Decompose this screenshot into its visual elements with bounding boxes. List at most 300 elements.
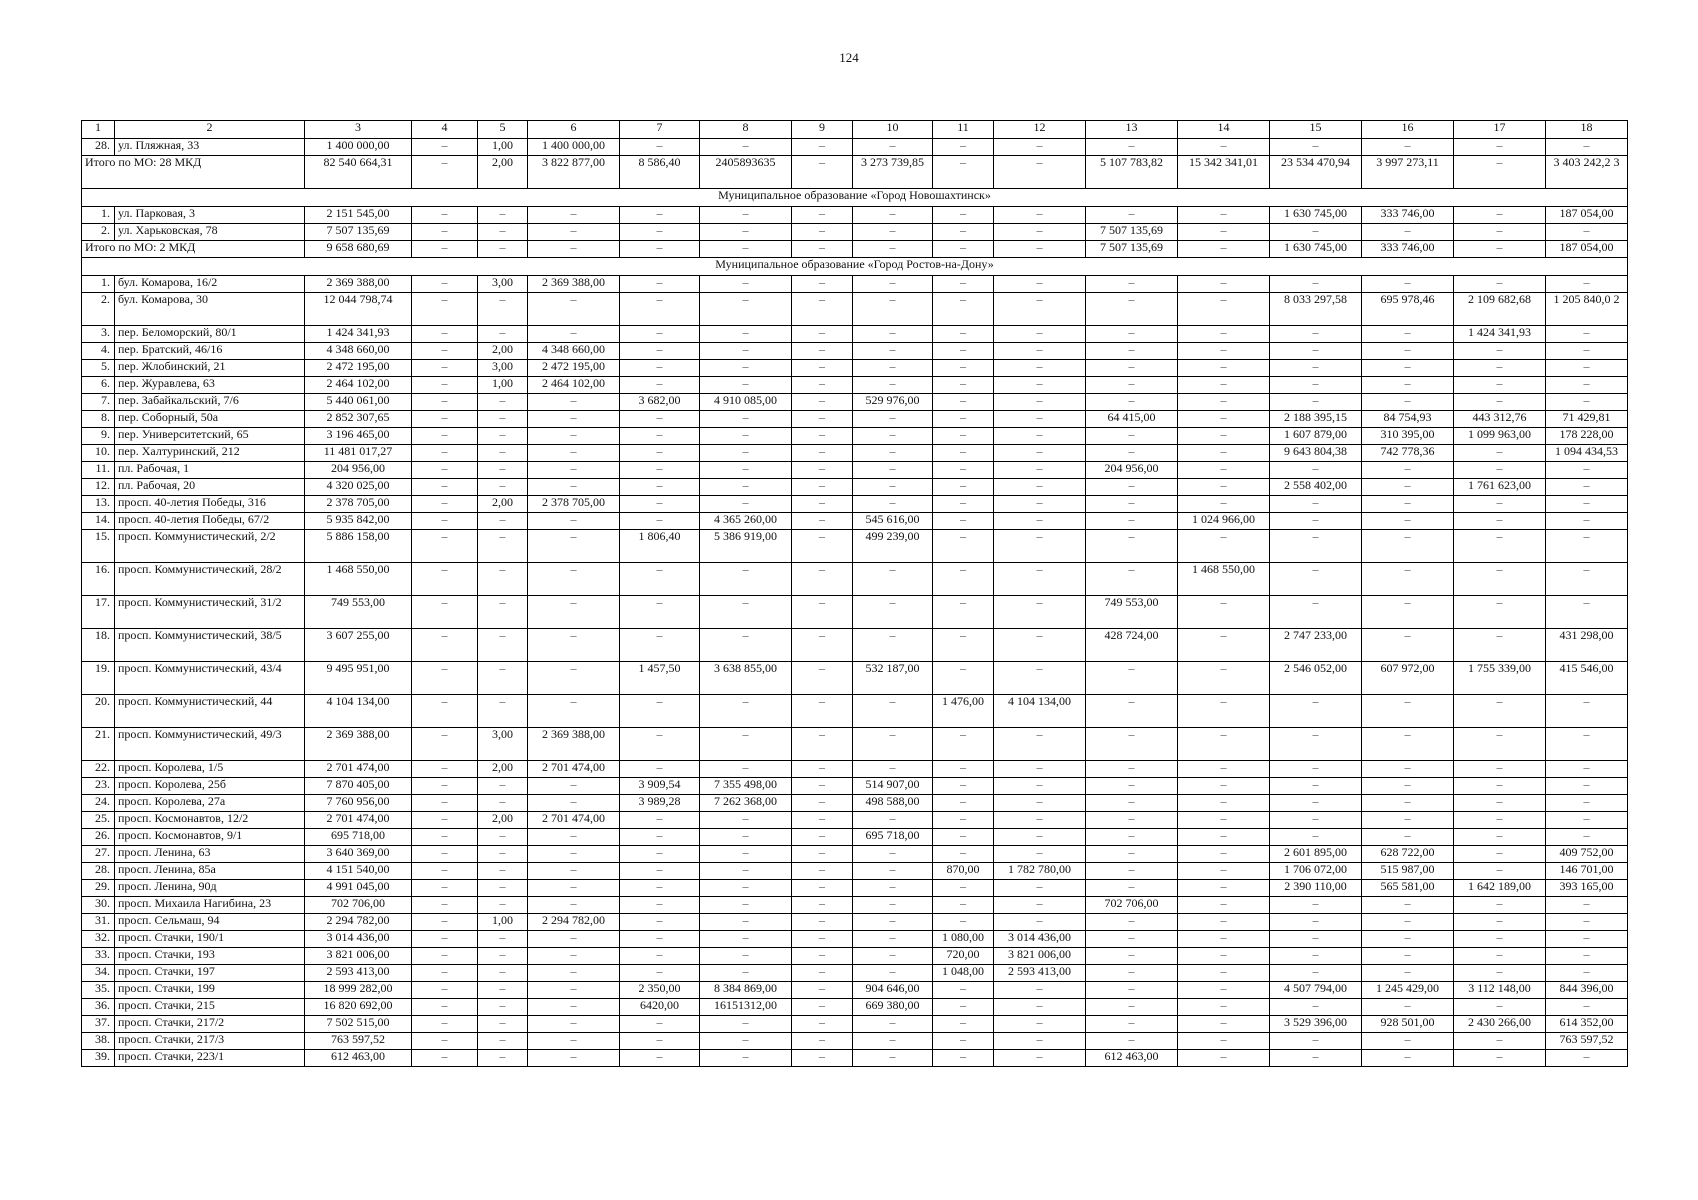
- value-cell: –: [792, 897, 853, 914]
- value-cell: –: [1546, 778, 1628, 795]
- column-header-9: 9: [792, 121, 853, 139]
- value-cell: –: [478, 863, 528, 880]
- value-cell: –: [528, 596, 620, 629]
- value-cell: 904 646,00: [853, 982, 933, 999]
- value-cell: 310 395,00: [1362, 428, 1454, 445]
- table-row: [82, 880, 1628, 897]
- table-row: [82, 914, 1628, 931]
- value-cell: –: [994, 846, 1086, 863]
- value-cell: –: [620, 207, 700, 224]
- value-cell: –: [1178, 829, 1270, 846]
- value-cell: –: [700, 914, 792, 931]
- value-cell: –: [1362, 394, 1454, 411]
- address-cell: пер. Университетский, 65: [115, 428, 305, 445]
- value-cell: –: [792, 343, 853, 360]
- value-cell: –: [792, 761, 853, 778]
- value-cell: –: [1546, 999, 1628, 1016]
- value-cell: –: [1178, 812, 1270, 829]
- value-cell: 2 464 102,00: [305, 377, 412, 394]
- value-cell: –: [1270, 596, 1362, 629]
- column-header-11: 11: [933, 121, 994, 139]
- value-cell: –: [994, 224, 1086, 241]
- value-cell: –: [1546, 377, 1628, 394]
- value-cell: 4 348 660,00: [305, 343, 412, 360]
- value-cell: 2 601 895,00: [1270, 846, 1362, 863]
- value-cell: –: [1546, 948, 1628, 965]
- value-cell: –: [1178, 530, 1270, 563]
- value-cell: –: [412, 948, 478, 965]
- value-cell: –: [412, 931, 478, 948]
- table-row: [82, 1050, 1628, 1067]
- value-cell: 3,00: [478, 360, 528, 377]
- section-heading: Муниципальное образование «Город Ростов-на-Дону»: [82, 258, 1628, 276]
- value-cell: –: [994, 462, 1086, 479]
- value-cell: –: [1362, 139, 1454, 156]
- address-cell: просп. Коммунистический, 28/2: [115, 563, 305, 596]
- value-cell: –: [994, 999, 1086, 1016]
- value-cell: –: [1454, 360, 1546, 377]
- value-cell: –: [620, 1016, 700, 1033]
- value-cell: –: [792, 563, 853, 596]
- value-cell: –: [994, 445, 1086, 462]
- value-cell: 1 457,50: [620, 662, 700, 695]
- value-cell: 532 187,00: [853, 662, 933, 695]
- value-cell: 1 400 000,00: [528, 139, 620, 156]
- value-cell: –: [1454, 914, 1546, 931]
- value-cell: –: [412, 293, 478, 326]
- row-number: 17.: [82, 596, 115, 629]
- value-cell: 4 320 025,00: [305, 479, 412, 496]
- value-cell: –: [478, 629, 528, 662]
- value-cell: –: [792, 931, 853, 948]
- value-cell: 499 239,00: [853, 530, 933, 563]
- table-row: [82, 662, 1628, 695]
- value-cell: 12 044 798,74: [305, 293, 412, 326]
- value-cell: –: [412, 530, 478, 563]
- value-cell: –: [933, 394, 994, 411]
- table-row: [82, 629, 1628, 662]
- value-cell: –: [853, 563, 933, 596]
- value-cell: –: [1454, 445, 1546, 462]
- value-cell: –: [792, 224, 853, 241]
- value-cell: 409 752,00: [1546, 846, 1628, 863]
- table-row: [82, 1033, 1628, 1050]
- value-cell: –: [620, 761, 700, 778]
- table-row: [82, 897, 1628, 914]
- value-cell: –: [933, 829, 994, 846]
- value-cell: –: [528, 846, 620, 863]
- value-cell: –: [478, 326, 528, 343]
- value-cell: 2 188 395,15: [1270, 411, 1362, 428]
- value-cell: –: [1178, 761, 1270, 778]
- value-cell: –: [1454, 377, 1546, 394]
- value-cell: –: [853, 207, 933, 224]
- value-cell: –: [1178, 276, 1270, 293]
- value-cell: –: [933, 479, 994, 496]
- table-row: [82, 293, 1628, 326]
- section-heading: Муниципальное образование «Город Новошахтинск»: [82, 189, 1628, 207]
- value-cell: –: [933, 629, 994, 662]
- value-cell: –: [1086, 728, 1178, 761]
- value-cell: –: [994, 496, 1086, 513]
- value-cell: –: [994, 897, 1086, 914]
- value-cell: –: [478, 596, 528, 629]
- value-cell: 612 463,00: [305, 1050, 412, 1067]
- value-cell: –: [528, 982, 620, 999]
- value-cell: –: [478, 462, 528, 479]
- column-header-10: 10: [853, 121, 933, 139]
- value-cell: –: [1270, 377, 1362, 394]
- value-cell: –: [1546, 596, 1628, 629]
- value-cell: 695 718,00: [305, 829, 412, 846]
- value-cell: 3 821 006,00: [994, 948, 1086, 965]
- value-cell: –: [933, 999, 994, 1016]
- value-cell: –: [933, 411, 994, 428]
- value-cell: 1 468 550,00: [305, 563, 412, 596]
- row-number: 20.: [82, 695, 115, 728]
- value-cell: 1 607 879,00: [1270, 428, 1362, 445]
- value-cell: –: [528, 662, 620, 695]
- table-row: [82, 343, 1628, 360]
- value-cell: 545 616,00: [853, 513, 933, 530]
- value-cell: –: [700, 462, 792, 479]
- value-cell: –: [700, 207, 792, 224]
- table-row: [82, 1016, 1628, 1033]
- value-cell: –: [478, 662, 528, 695]
- value-cell: –: [1362, 496, 1454, 513]
- table-row: [82, 931, 1628, 948]
- value-cell: 4 104 134,00: [305, 695, 412, 728]
- address-cell: пер. Беломорский, 80/1: [115, 326, 305, 343]
- value-cell: –: [1178, 360, 1270, 377]
- value-cell: –: [1454, 1033, 1546, 1050]
- address-cell: просп. Стачки, 215: [115, 999, 305, 1016]
- table-row: [82, 276, 1628, 293]
- value-cell: –: [792, 846, 853, 863]
- value-cell: –: [994, 982, 1086, 999]
- value-cell: 2 350,00: [620, 982, 700, 999]
- value-cell: –: [700, 428, 792, 445]
- value-cell: 565 581,00: [1362, 880, 1454, 897]
- value-cell: –: [620, 846, 700, 863]
- value-cell: –: [412, 224, 478, 241]
- value-cell: –: [1454, 343, 1546, 360]
- value-cell: –: [620, 897, 700, 914]
- value-cell: –: [994, 530, 1086, 563]
- value-cell: –: [700, 948, 792, 965]
- value-cell: –: [1178, 394, 1270, 411]
- value-cell: –: [1270, 728, 1362, 761]
- value-cell: –: [1454, 496, 1546, 513]
- value-cell: –: [792, 207, 853, 224]
- address-cell: просп. Сельмаш, 94: [115, 914, 305, 931]
- value-cell: –: [700, 377, 792, 394]
- value-cell: –: [1362, 778, 1454, 795]
- address-cell: ул. Пляжная, 33: [115, 139, 305, 156]
- address-cell: просп. 40-летия Победы, 67/2: [115, 513, 305, 530]
- value-cell: –: [933, 326, 994, 343]
- value-cell: –: [1086, 965, 1178, 982]
- value-cell: –: [620, 428, 700, 445]
- value-cell: –: [1270, 530, 1362, 563]
- value-cell: –: [528, 411, 620, 428]
- value-cell: –: [478, 445, 528, 462]
- value-cell: 3 607 255,00: [305, 629, 412, 662]
- value-cell: –: [700, 276, 792, 293]
- value-cell: –: [994, 377, 1086, 394]
- value-cell: –: [1454, 530, 1546, 563]
- value-cell: –: [1454, 829, 1546, 846]
- row-number: 6.: [82, 377, 115, 394]
- value-cell: –: [478, 897, 528, 914]
- value-cell: –: [700, 224, 792, 241]
- value-cell: –: [700, 1033, 792, 1050]
- value-cell: –: [1454, 965, 1546, 982]
- value-cell: –: [620, 513, 700, 530]
- address-cell: просп. Михаила Нагибина, 23: [115, 897, 305, 914]
- value-cell: 3,00: [478, 728, 528, 761]
- value-cell: –: [412, 326, 478, 343]
- value-cell: –: [853, 1033, 933, 1050]
- value-cell: –: [528, 948, 620, 965]
- value-cell: –: [412, 761, 478, 778]
- value-cell: –: [1086, 513, 1178, 530]
- value-cell: –: [933, 496, 994, 513]
- total-cell: –: [853, 241, 933, 258]
- column-header-3: 3: [305, 121, 412, 139]
- address-cell: ул. Парковая, 3: [115, 207, 305, 224]
- value-cell: –: [853, 462, 933, 479]
- value-cell: 695 718,00: [853, 829, 933, 846]
- address-cell: просп. Ленина, 85а: [115, 863, 305, 880]
- value-cell: 702 706,00: [305, 897, 412, 914]
- value-cell: –: [1086, 982, 1178, 999]
- value-cell: –: [412, 812, 478, 829]
- value-cell: –: [700, 728, 792, 761]
- total-cell: –: [412, 241, 478, 258]
- value-cell: –: [933, 897, 994, 914]
- value-cell: 178 228,00: [1546, 428, 1628, 445]
- value-cell: –: [412, 563, 478, 596]
- column-number-header-row: [82, 121, 1628, 139]
- value-cell: –: [1178, 293, 1270, 326]
- value-cell: –: [478, 224, 528, 241]
- address-cell: просп. Космонавтов, 12/2: [115, 812, 305, 829]
- total-cell: –: [994, 156, 1086, 189]
- value-cell: –: [620, 139, 700, 156]
- value-cell: 5 386 919,00: [700, 530, 792, 563]
- address-cell: просп. Стачки, 223/1: [115, 1050, 305, 1067]
- value-cell: –: [933, 662, 994, 695]
- value-cell: –: [1454, 695, 1546, 728]
- value-cell: –: [994, 276, 1086, 293]
- value-cell: –: [478, 1033, 528, 1050]
- value-cell: –: [933, 1016, 994, 1033]
- value-cell: –: [700, 829, 792, 846]
- value-cell: –: [1178, 428, 1270, 445]
- value-cell: –: [412, 778, 478, 795]
- table-row: [82, 496, 1628, 513]
- table-row: [82, 563, 1628, 596]
- value-cell: –: [1362, 596, 1454, 629]
- value-cell: –: [933, 846, 994, 863]
- value-cell: –: [1086, 931, 1178, 948]
- address-cell: пер. Соборный, 50а: [115, 411, 305, 428]
- value-cell: 16151312,00: [700, 999, 792, 1016]
- value-cell: –: [933, 462, 994, 479]
- row-number: 2.: [82, 224, 115, 241]
- value-cell: –: [528, 931, 620, 948]
- row-number: 14.: [82, 513, 115, 530]
- value-cell: –: [528, 513, 620, 530]
- value-cell: –: [412, 982, 478, 999]
- value-cell: 8 033 297,58: [1270, 293, 1362, 326]
- value-cell: –: [1362, 276, 1454, 293]
- value-cell: 3 682,00: [620, 394, 700, 411]
- value-cell: –: [1178, 1050, 1270, 1067]
- value-cell: 2 369 388,00: [305, 276, 412, 293]
- row-number: 39.: [82, 1050, 115, 1067]
- value-cell: –: [1086, 530, 1178, 563]
- value-cell: –: [1270, 795, 1362, 812]
- value-cell: –: [1178, 982, 1270, 999]
- table-row: [82, 394, 1628, 411]
- value-cell: –: [528, 1033, 620, 1050]
- value-cell: –: [1454, 1050, 1546, 1067]
- value-cell: –: [1086, 880, 1178, 897]
- address-cell: пер. Журавлева, 63: [115, 377, 305, 394]
- value-cell: 71 429,81: [1546, 411, 1628, 428]
- value-cell: –: [792, 829, 853, 846]
- value-cell: –: [528, 563, 620, 596]
- value-cell: 1 706 072,00: [1270, 863, 1362, 880]
- value-cell: –: [853, 293, 933, 326]
- value-cell: –: [478, 293, 528, 326]
- table-row: [82, 965, 1628, 982]
- value-cell: –: [1086, 445, 1178, 462]
- row-number: 35.: [82, 982, 115, 999]
- column-header-5: 5: [478, 121, 528, 139]
- value-cell: –: [792, 914, 853, 931]
- value-cell: –: [1454, 812, 1546, 829]
- value-cell: –: [933, 1050, 994, 1067]
- value-cell: –: [1086, 207, 1178, 224]
- value-cell: –: [412, 863, 478, 880]
- value-cell: –: [1178, 343, 1270, 360]
- value-cell: 1 755 339,00: [1454, 662, 1546, 695]
- value-cell: –: [792, 445, 853, 462]
- value-cell: –: [620, 948, 700, 965]
- table-row: [82, 695, 1628, 728]
- total-cell: 3 822 877,00: [528, 156, 620, 189]
- value-cell: –: [1546, 276, 1628, 293]
- value-cell: –: [1178, 139, 1270, 156]
- value-cell: –: [620, 863, 700, 880]
- value-cell: –: [1454, 596, 1546, 629]
- value-cell: –: [1086, 914, 1178, 931]
- value-cell: –: [620, 496, 700, 513]
- value-cell: –: [994, 829, 1086, 846]
- value-cell: –: [1454, 863, 1546, 880]
- value-cell: –: [412, 965, 478, 982]
- row-number: 32.: [82, 931, 115, 948]
- value-cell: –: [853, 428, 933, 445]
- value-cell: 2,00: [478, 496, 528, 513]
- value-cell: –: [1454, 207, 1546, 224]
- value-cell: –: [1178, 207, 1270, 224]
- value-cell: –: [478, 880, 528, 897]
- address-cell: пер. Забайкальский, 7/6: [115, 394, 305, 411]
- value-cell: 146 701,00: [1546, 863, 1628, 880]
- value-cell: –: [853, 846, 933, 863]
- row-number: 5.: [82, 360, 115, 377]
- value-cell: –: [412, 207, 478, 224]
- value-cell: –: [700, 812, 792, 829]
- value-cell: –: [1178, 596, 1270, 629]
- value-cell: –: [933, 276, 994, 293]
- value-cell: –: [1546, 1050, 1628, 1067]
- value-cell: –: [1086, 999, 1178, 1016]
- value-cell: –: [853, 1016, 933, 1033]
- column-header-13: 13: [1086, 121, 1178, 139]
- value-cell: –: [994, 394, 1086, 411]
- value-cell: –: [1546, 530, 1628, 563]
- value-cell: –: [1362, 914, 1454, 931]
- value-cell: 6420,00: [620, 999, 700, 1016]
- value-cell: –: [994, 728, 1086, 761]
- value-cell: –: [528, 326, 620, 343]
- value-cell: –: [1362, 360, 1454, 377]
- value-cell: –: [853, 880, 933, 897]
- value-cell: –: [700, 293, 792, 326]
- value-cell: –: [792, 462, 853, 479]
- value-cell: –: [853, 496, 933, 513]
- total-cell: 3 997 273,11: [1362, 156, 1454, 189]
- value-cell: –: [933, 377, 994, 394]
- value-cell: 1 782 780,00: [994, 863, 1086, 880]
- value-cell: –: [1454, 795, 1546, 812]
- total-cell: 1 630 745,00: [1270, 241, 1362, 258]
- table-row: [82, 948, 1628, 965]
- value-cell: –: [478, 829, 528, 846]
- value-cell: –: [1178, 224, 1270, 241]
- value-cell: –: [1546, 360, 1628, 377]
- data-table-container: [81, 120, 1627, 1067]
- value-cell: –: [1454, 394, 1546, 411]
- value-cell: 1 080,00: [933, 931, 994, 948]
- address-cell: пер. Жлобинский, 21: [115, 360, 305, 377]
- total-cell: 23 534 470,94: [1270, 156, 1362, 189]
- value-cell: –: [853, 377, 933, 394]
- value-cell: 2 369 388,00: [528, 728, 620, 761]
- value-cell: 1 205 840,0 2: [1546, 293, 1628, 326]
- value-cell: 5 440 061,00: [305, 394, 412, 411]
- value-cell: –: [994, 1016, 1086, 1033]
- value-cell: –: [1086, 139, 1178, 156]
- table-row: [82, 795, 1628, 812]
- value-cell: –: [412, 445, 478, 462]
- row-number: 15.: [82, 530, 115, 563]
- total-cell: 3 403 242,2 3: [1546, 156, 1628, 189]
- value-cell: –: [933, 207, 994, 224]
- value-cell: –: [1546, 695, 1628, 728]
- value-cell: –: [792, 377, 853, 394]
- value-cell: 3 640 369,00: [305, 846, 412, 863]
- address-cell: просп. Коммунистический, 2/2: [115, 530, 305, 563]
- address-cell: пер. Халтуринский, 212: [115, 445, 305, 462]
- value-cell: 2 109 682,68: [1454, 293, 1546, 326]
- value-cell: –: [412, 914, 478, 931]
